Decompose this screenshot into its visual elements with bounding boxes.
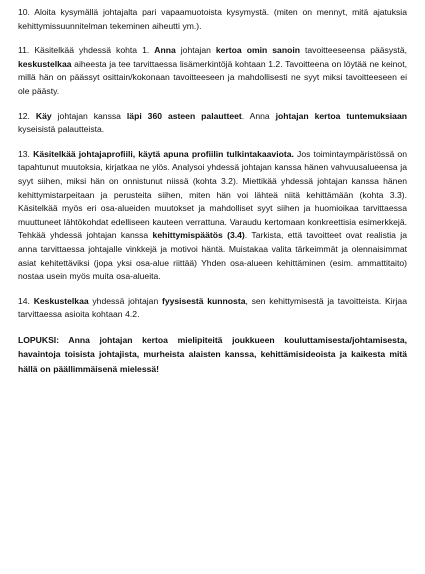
body-text: aiheesta ja tee tarvittaessa lisämerkintöjä kohtaan 1.2. Tavoitteena on löytää ne keinot, millä hän on päässyt osittain/kokonaan tavoitteeseen ja mahdollisesti ne syyt miksi tavoitteeseen ei ole päästy.	[18, 58, 407, 96]
emphasis-text: läpi 360 asteen palautteet	[126, 110, 242, 121]
body-text: 10. Aloita kysymällä johtajalta pari vapaamuotoista kysymystä. (miten on mennyt, mitä ajatuksia kehittymissuunnitelman tekeminen aiheutti ym.).	[18, 7, 407, 31]
emphasis-text: fyysisestä kunnosta	[161, 295, 246, 306]
emphasis-text: Käsitelkää johtajaprofiili, käytä apuna profiilin tulkintakaaviota.	[33, 148, 294, 159]
body-text: tavoitteeseensa pääsystä,	[299, 45, 407, 56]
paragraph-list	[18, 6, 407, 322]
body-text: 14.	[18, 295, 34, 306]
body-text: . Tarkista, että tavoitteet ovat realistia ja anna tarvittaessa johtajalle vinkkejä ja motivoi häntä. Muistakaa valita tärkeimmät ja olennaisimmat asiat kehitettäviksi (jopa yksi osa-alue riittää) Yhden osa-alueen kehittäminen (esim. ammattitaito) nostaa usein myös muita osa-alueita.	[18, 230, 407, 282]
body-text: Jos toimintaympäristössä on tapahtunut muutoksia, kirjatkaa ne ylös. Analysoi yhdessä johtajan kanssa hänen vahvuusalueensa ja syyt siihen, miksi hän on onnistunut niissä (kohta 3.2). Miettikää yhdessä johtajan kanssa hänen kehittymistarpeitaan ja perusteita siihen, miten hän voi lähteä niitä kehittämään (kohta 3.3). Käsitelkää myös eri osa-alueiden muutokset ja mahdolliset syyt siihen ja huomioikaa tarvittaessa muuttuneet lähtökohdat edelliseen kauteen verrattuna. Varaudu kertomaan konkreettisia esimerkkejä. Tehkää yhdessä johtajan kanssa	[18, 148, 407, 241]
instruction-paragraph	[18, 44, 407, 98]
emphasis-text: Anna	[154, 45, 176, 56]
body-text: 13.	[18, 148, 34, 159]
body-text: johtajan kanssa	[51, 110, 127, 121]
emphasis-text: keskustelkaa	[18, 58, 72, 69]
instruction-paragraph	[18, 6, 407, 33]
body-text: johtajan	[175, 45, 216, 56]
body-text: kyseisistä palautteista.	[18, 124, 105, 135]
emphasis-text: Keskustelkaa	[33, 295, 89, 306]
instruction-paragraph	[18, 148, 407, 284]
instruction-paragraph	[18, 295, 407, 322]
instruction-paragraph	[18, 110, 407, 137]
emphasis-text: kehittymispäätös (3.4)	[152, 230, 245, 241]
body-text: , sen kehittymisestä ja tavoitteista. Kirjaa tarvittaessa asioita kohtaan 4.2.	[18, 295, 407, 320]
body-text: 12.	[18, 110, 36, 121]
closing-paragraph: LOPUKSI: Anna johtajan kertoa mielipiteitä joukkueen kouluttamisesta/johtamisesta, havaintoja toisista johtajista, murheista alaisten kanssa, kehittämisideoista ja kaikesta mitä hällä on päällimmäisenä mielessä!	[18, 334, 407, 374]
body-text: . Anna	[241, 110, 276, 121]
body-text: yhdessä johtajan	[88, 295, 162, 306]
emphasis-text: johtajan kertoa tuntemuksiaan	[275, 110, 407, 121]
emphasis-text: Käy	[35, 110, 52, 121]
emphasis-text: kertoa omin sanoin	[215, 45, 300, 56]
body-text: 11. Käsitelkää yhdessä kohta 1.	[18, 45, 155, 56]
